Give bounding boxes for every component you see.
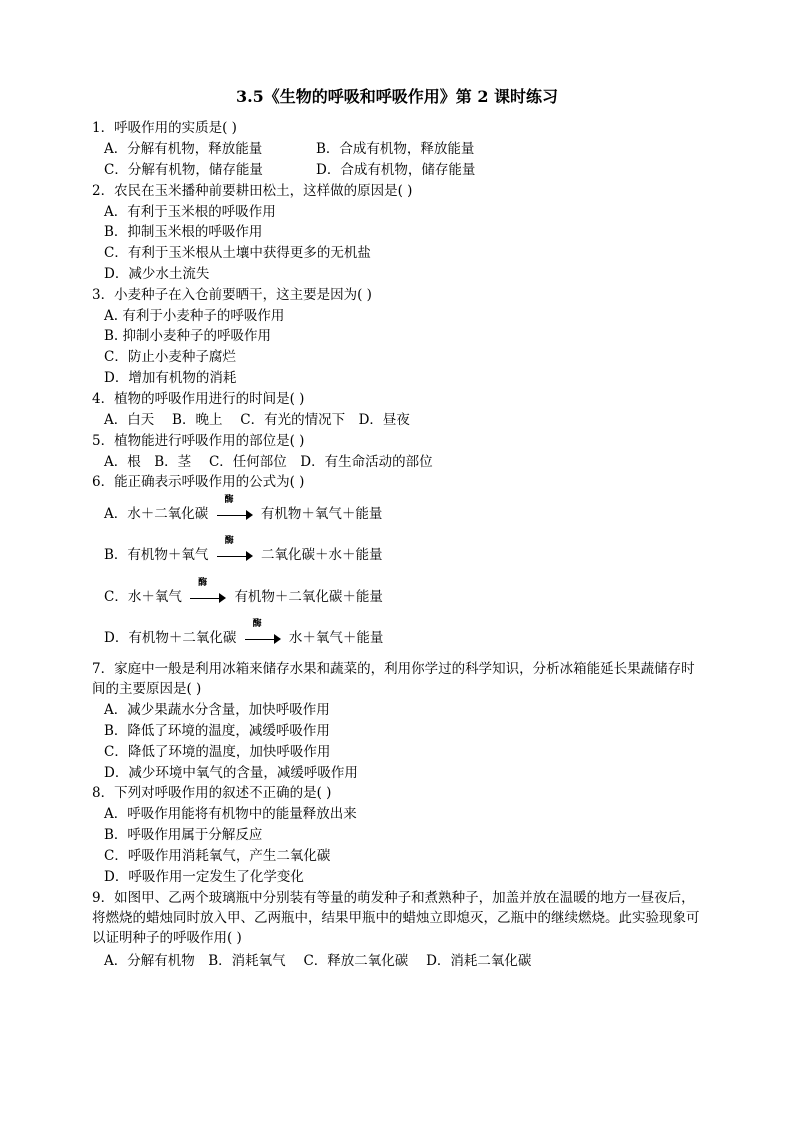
question-6-option-a [104,494,383,524]
formula-b-products: 二氧化碳＋水＋能量 [261,547,383,563]
reaction-arrow-icon [190,577,226,605]
enzyme-label: 酶 [198,577,208,588]
question-3-option-a: A. 有利于小麦种子的呼吸作用 [104,308,285,324]
question-8-option-a: A．呼吸作用能将有机物中的能量释放出来 [104,806,357,822]
question-6-option-d [104,618,384,648]
question-1-option-c: C．分解有机物，储存能量 [104,162,263,178]
formula-d-reactants: D．有机物＋二氧化碳 [104,630,237,646]
question-1-option-a: A．分解有机物，释放能量 [104,141,263,157]
question-8-stem: 8．下列对呼吸作用的叙述不正确的是( ) [92,785,332,801]
enzyme-label: 酶 [224,494,234,505]
question-7-stem: 7．家庭中一般是利用冰箱来储存水果和蔬菜的，利用你学过的科学知识，分析冰箱能延长果蔬储存时间的主要原因是( ) [92,661,695,697]
question-9-options: A．分解有机物 B．消耗氧气 C．释放二氧化碳 D．消耗二氧化碳 [104,953,532,969]
question-7-option-d: D．减少环境中氧气的含量，减缓呼吸作用 [104,765,358,781]
question-7-option-c: C．降低了环境的温度，加快呼吸作用 [104,744,331,760]
question-8-option-d: D．呼吸作用一定发生了化学变化 [104,869,304,885]
question-3-stem: 3．小麦种子在入仓前要晒干，这主要是因为( ) [92,287,372,303]
question-1-option-d: D．合成有机物，储存能量 [316,162,476,178]
formula-d-products: 水＋氧气＋能量 [288,630,384,646]
reaction-arrow-icon [217,535,253,563]
question-2-option-c: C．有利于玉米根从土壤中获得更多的无机盐 [104,245,371,261]
question-1-stem: 1．呼吸作用的实质是( ) [92,120,237,136]
reaction-arrow-icon [217,494,253,522]
question-3-option-b: B. 抑制小麦种子的呼吸作用 [104,328,272,344]
worksheet-title: 3.5《生物的呼吸和呼吸作用》第 2 课时练习 [235,87,559,106]
question-6-option-b [104,535,383,565]
question-5-stem: 5．植物能进行呼吸作用的部位是( ) [92,433,305,449]
question-8-option-c: C．呼吸作用消耗氧气，产生二氧化碳 [104,848,331,864]
question-6-option-c [104,577,383,607]
formula-c-products: 有机物＋二氧化碳＋能量 [234,589,383,605]
question-4-options: A．白天 B．晚上 C．有光的情况下 D．昼夜 [104,412,410,428]
question-6-stem: 6．能正确表示呼吸作用的公式为( ) [92,474,305,490]
formula-c-reactants: C．水＋氧气 [104,589,182,605]
question-9-stem: 9．如图甲、乙两个玻璃瓶中分别装有等量的萌发种子和煮熟种子，加盖并放在温暖的地方一昼夜后，将燃烧的蜡烛同时放入甲、乙两瓶中，结果甲瓶中的蜡烛立即熄灭，乙瓶中的继续燃烧。此实验现象可以证明种子的呼吸作用( ) [92,890,700,946]
formula-a-products: 有机物＋氧气＋能量 [260,506,383,522]
enzyme-label: 酶 [252,618,262,629]
reaction-arrow-icon [245,618,281,646]
question-2-option-a: A．有利于玉米根的呼吸作用 [104,204,276,220]
question-5-options: A．根 B．茎 C．任何部位 D．有生命活动的部位 [104,454,433,470]
question-2-option-d: D．减少水土流失 [104,266,210,282]
question-7-option-a: A．减少果蔬水分含量，加快呼吸作用 [104,702,330,718]
question-2-stem: 2．农民在玉米播种前要耕田松土，这样做的原因是( ) [92,183,413,199]
enzyme-label: 酶 [224,535,234,546]
question-3-option-c: C．防止小麦种子腐烂 [104,349,236,365]
formula-b-reactants: B．有机物＋氧气 [104,547,209,563]
question-7-option-b: B．降低了环境的温度，减缓呼吸作用 [104,723,330,739]
formula-a-reactants: A．水＋二氧化碳 [104,506,209,522]
question-2-option-b: B．抑制玉米根的呼吸作用 [104,224,263,240]
question-1-option-b: B．合成有机物，释放能量 [316,141,475,157]
question-3-option-d: D．增加有机物的消耗 [104,370,237,386]
question-8-option-b: B．呼吸作用属于分解反应 [104,827,263,843]
question-4-stem: 4．植物的呼吸作用进行的时间是( ) [92,391,305,407]
